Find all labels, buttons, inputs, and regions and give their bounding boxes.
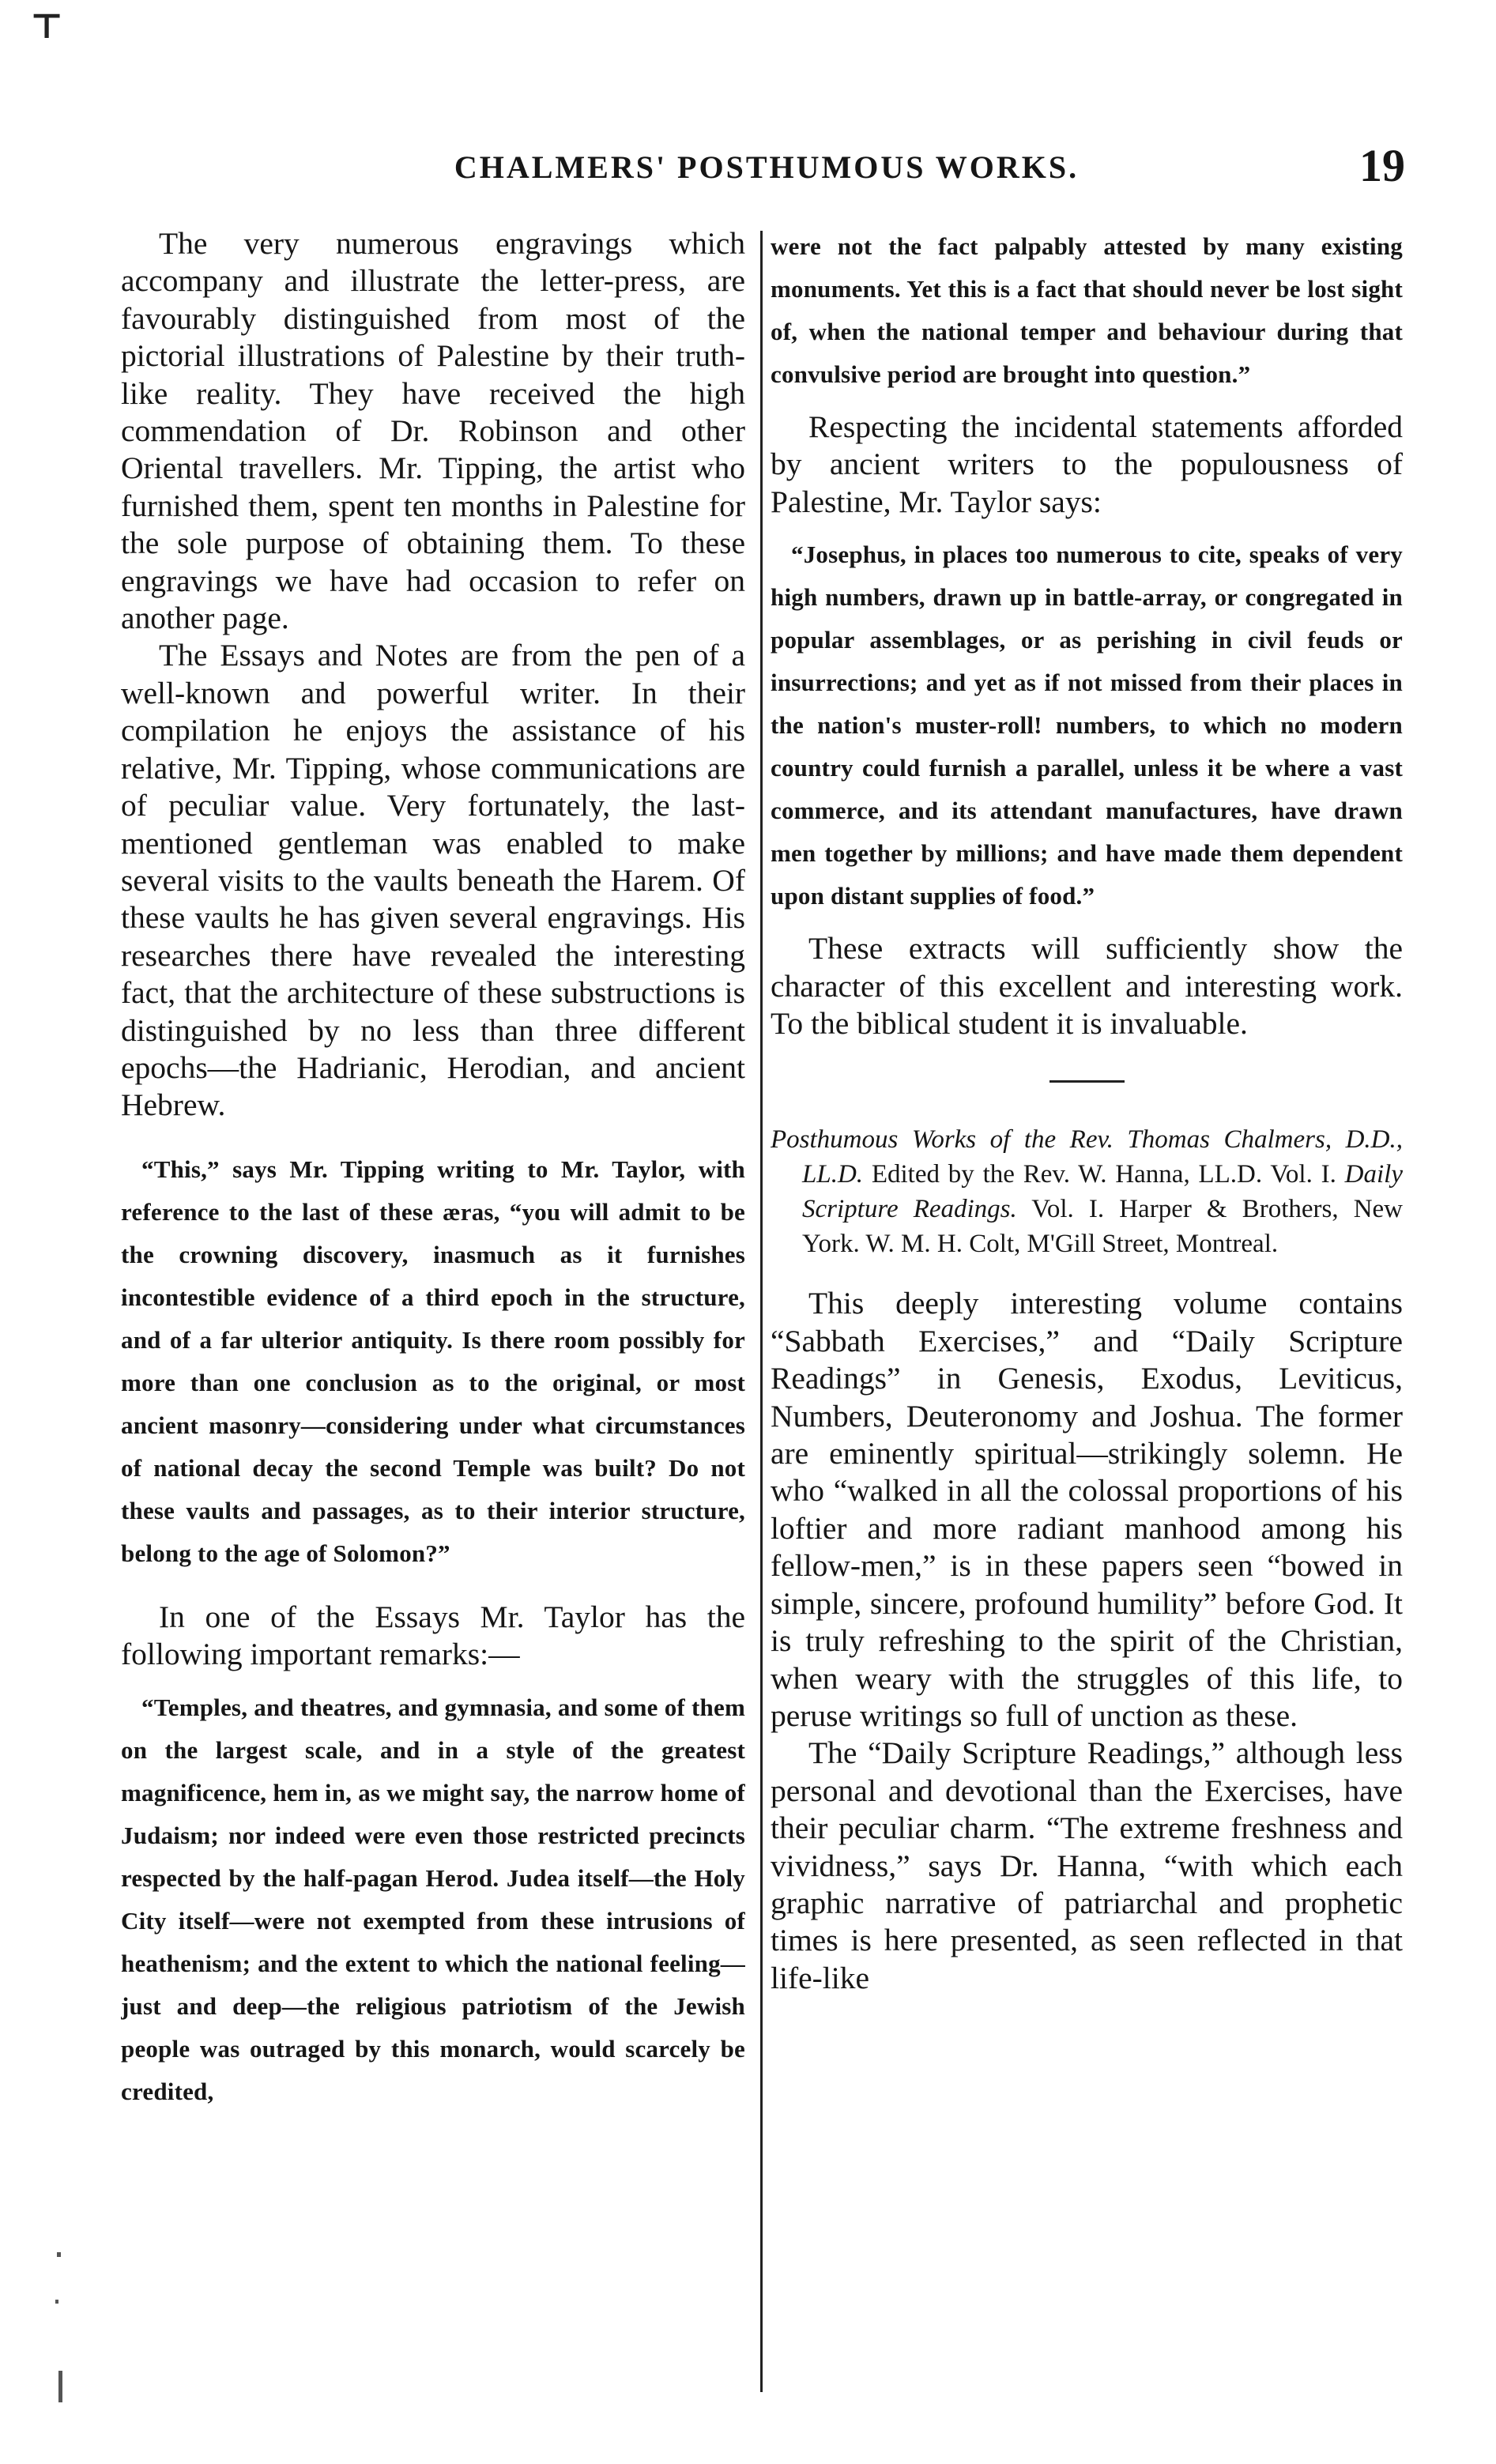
running-title: CHALMERS' POSTHUMOUS WORKS. bbox=[454, 149, 1080, 185]
page-number: 19 bbox=[1359, 140, 1405, 191]
quote-temples: “Temples, and theatres, and gymnasia, and some of them on the largest scale, and in a style of the greatest magnificence, hem in, as we might say, the narrow home of Judaism; nor indeed were even those restricted precincts respected by the half-pagan Herod. Judea itself—the Holy City itself—were not exempted from these intrusions of heathenism; and the extent to which the national feeling—just and deep—the religious patriotism of the Jewish people was outraged by this monarch, would scarcely be credited, bbox=[121, 1693, 745, 2105]
right-column bbox=[771, 225, 1403, 2414]
paragraph-remarks: In one of the Essays Mr. Taylor has the following important remarks:— bbox=[121, 1599, 745, 1672]
paragraph-volume: This deeply interesting volume contains “Sabbath Exercises,” and “Daily Scripture Readings” in Genesis, Exodus, Leviticus, Numbers, Deuteronomy and Joshua. The former are eminently spiritual—strikingly solemn. He who “walked in all the colossal proportions of his loftier and more radiant manhood among his fellow-men,” is in these papers seen “bowed in simple, sincere, profound humility” before God. It is truly refreshing to the spirit of the Christian, when weary with the struggles of this life, to peruse writings so full of unction as these. bbox=[771, 1286, 1403, 1733]
review-subtitle: Daily Scripture Readings. bbox=[802, 1160, 1403, 1224]
column-divider bbox=[760, 231, 763, 2392]
paragraph-extracts: These extracts will sufficiently show the character of this excellent and interesting work. To the biblical student it is invaluable. bbox=[771, 931, 1403, 1042]
review-title: Posthumous Works of the Rev. Thomas Chalmers, D.D., LL.D. bbox=[771, 1125, 1403, 1189]
page-header bbox=[119, 140, 1415, 196]
review-publisher: Vol. I. Harper & Brothers, New York. W. M. H. Colt, M'Gill Street, Montreal. bbox=[802, 1195, 1403, 1259]
margin-speck bbox=[55, 2300, 58, 2304]
paragraph-engravings: The very numerous engravings which accompany and illustrate the letter-press, are favourably distinguished from most of the pictorial illustrations of Palestine by their truth-like reality. They have received the high commendation of Dr. Robinson and other Oriental travellers. Mr. Tipping, the artist who furnished them, spent ten months in Palestine for the sole purpose of obtaining them. To these engravings we have had occasion to refer on another page. bbox=[121, 226, 745, 636]
quote-josephus: “Josephus, in places too numerous to cite, speaks of very high numbers, drawn up in battle-array, or congregated in popular assemblages, or as perishing in civil feuds or insurrections; and yet as if not missed from their places in the nation's muster-roll! numbers, to which no modern country could furnish a parallel, unless it be where a vast commerce, and its attendant manufactures, have drawn men together by millions; and have made them dependent upon distant supplies of food.” bbox=[771, 541, 1403, 910]
section-separator bbox=[1049, 1080, 1125, 1083]
left-column bbox=[121, 225, 745, 2414]
paragraph-daily-readings: The “Daily Scripture Readings,” although less personal and devotional than the Exercises, have their peculiar charm. “The extreme freshness and vividness,” says Dr. Hanna, “with which each graphic narrative of patriarchal and prophetic times is here presented, as seen reflected in that life-like bbox=[771, 1735, 1403, 1995]
margin-speck bbox=[57, 2252, 61, 2257]
review-edited: Edited by the Rev. W. Hanna, LL.D. Vol. I. bbox=[871, 1160, 1336, 1189]
print-mark-icon: ⊤ bbox=[30, 7, 64, 46]
quote-tipping: “This,” says Mr. Tipping writing to Mr. Taylor, with reference to the last of these æras, “you will admit to be the crowning discovery, inasmuch as it furnishes incontestible evidence of a third epoch in the structure, and of a far ulterior antiquity. Is there room possibly for more than one conclusion as to the original, or most ancient masonry—considering under what circumstances of national decay the second Temple was built? Do not these vaults and passages, as to their interior structure, belong to the age of Solomon?” bbox=[121, 1155, 745, 1567]
paragraph-populousness: Respecting the incidental statements afforded by ancient writers to the populousness of Palestine, Mr. Taylor says: bbox=[771, 409, 1403, 519]
quote-temples-continued: were not the fact palpably attested by many existing monuments. Yet this is a fact that should never be lost sight of, when the national temper and behaviour during that convulsive period are brought into question.” bbox=[771, 232, 1403, 388]
margin-speck bbox=[58, 2371, 62, 2402]
review-heading bbox=[771, 1122, 1403, 1261]
paragraph-essays: The Essays and Notes are from the pen of a well-known and powerful writer. In their compilation he enjoys the assistance of his relative, Mr. Tipping, whose communications are of peculiar value. Very fortunately, the last-mentioned gentleman was enabled to make several visits to the vaults beneath the Harem. Of these vaults he has given several engravings. His researches there have revealed the interesting fact, that the architecture of these substructions is distinguished by no less than three different epochs—the Hadrianic, Herodian, and ancient Hebrew. bbox=[121, 638, 745, 1123]
